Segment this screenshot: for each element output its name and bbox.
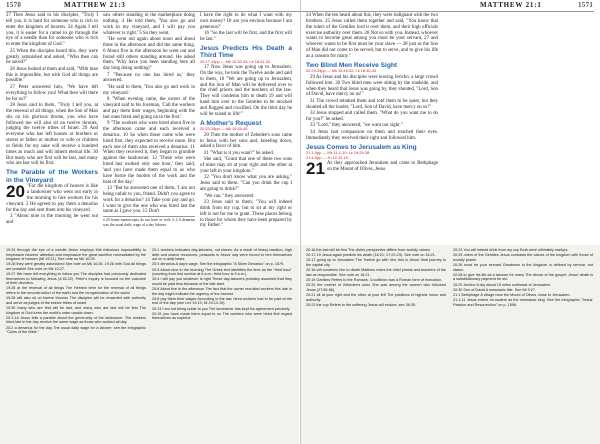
chapter-number: 21 [306,159,325,179]
section-heading: A Mother's Request [200,119,262,127]
verse-text: 26 Jesus looked at them and said, "With man this is impossible, but with God all things are possible." [6,66,98,84]
parallel-reference: 20:20-28pp — Mk 10:35-45 [200,126,248,132]
verse-text: 34 Jesus had compassion on them and touched their eyes. Immediately they received their sight and followed him. [306,129,438,141]
parallel-reference: 20:29-34pp — Mk 10:46-52; Lk 18:35-43 [306,68,377,74]
study-note: 20:3 About nine in the morning The Greek text identifies the time as the "third hour" (counting from first sunrise at 6 a.m.; third hour is 9 a.m.). [152,267,292,277]
verse-text: She said, "Grant that one of these two sons of mine may sit at your right and the other at your left in your kingdom." [200,157,292,175]
parallel-reference: 21:1-9pp — Mk 11:1-10; Lk 19:29-38 21:4-9pp — Jn 12:12-15 [306,150,370,160]
verse-text: "For the kingdom of heaven is like a landowner who went out early in the morning to hire workers for his vineyard. 2 He agreed to pay them a denarius for the day and sent them into his vineyard. [6,184,98,213]
verse-text: 25 When the disciples heard this, they were greatly astonished and asked, "Who then can be saved?" [6,48,98,66]
verse-text: 17 Now Jesus was going up to Jerusalem. On the way, he took the Twelve aside and said to them, 18 "We are going up to Jerusalem, and the Son of Man will be delivered over to the chief priests and the teachers of the law. They will condemn him to death 19 and will hand him over to the Gentiles to be mocked and flogged and crucified. On the third day he will be raised to life!" [200,65,292,117]
study-note: 20:16 the last will be first The divine perspective differs from worldly values. [306,248,431,252]
left-running-head: MATTHEW 21:3 [64,1,126,9]
study-note: 20:21 sit at your right and the other at your left The positions of highest honor and authority. [306,293,446,302]
study-note: 21:1 Bethphage A village near the Mount of Olives, close to Jerusalem. [453,293,571,298]
study-note: 20:28 to give his life as a ransom for many The climax of the gospel; Jesus' death is a substitutionary payment for sin. [453,272,593,282]
verse-text: 8 "When evening came, the owner of the vineyard said to his foreman, 'Call the workers and pay them their wages, beginning with the last ones hired and going on to the first.' [103,97,195,120]
parallel-reference: 20:17-19pp — Mk 10:32-34; Lk 18:31-33 [200,58,271,64]
study-note: 19:28 at the renewal of all things The Hebrew term for the renewal of all things refers to the reconstruction of the earth and the reorganization of the world. [6,286,146,295]
study-note: 21:1-11 Jesus enters Jerusalem as the messianic king. See the infographic "Jesus' Passion and Resurrection" on p. 1596. [453,298,593,307]
chapter-number: 20 [6,182,25,202]
study-note: 20:17 going up to Jerusalem The Twelve go with him; this is Jesus' final journey to the capital city. [306,258,446,268]
study-note: 20:1-16 Jesus tells a parable about the generosity of the landowner. The workers hired late in the day receive the same wage as those who worked all day. [6,315,146,325]
verse-text: 24 When the ten heard about this, they were indignant with the two brothers. 25 Jesus called them together and said, "You know that the rulers of the Gentiles lord it over them, and their high officials exercise authority over them. 26 Not so with you. Instead, whoever wants to become great among you must be your servant, 27 and whoever wants to be first must be your slave — 28 just as the Son of Man did not come to be served, but to serve, and to give his life as a ransom for many." [306,13,438,59]
right-column-1 [306,13,438,179]
study-note: 20:4 I will pay you whatever is right These day-laborers probably assumed that they would be paid less because of the late start. [152,277,292,286]
verse-text: 28 Jesus said to them, "Truly I tell you, at the renewal of all things, when the Son of Man sits on his glorious throne, you who have followed me will also sit on twelve thrones, judging the twelve tribes of Israel. 29 And everyone who has left houses or brothers or sisters or father or mother or wife or children or fields for my sake will receive a hundred times as much and will inherit eternal life. 30 But many who are first will be last, and many who are last will be first. [6,103,98,167]
study-note: 20:8 pay them their wages According to the law, hired workers had to be paid at the end of the day (see Lev 19:13; Dt 24:14-15). [152,296,292,306]
verse-text: 21 "What is it you want?" he asked. [204,150,274,156]
verse-text: 16 "So the last will be first, and the first will be last." [200,31,292,42]
right-running-head: MATTHEW 21:1 [480,1,542,9]
section-heading: Two Blind Men Receive Sight [306,61,398,69]
study-note: 19:24 through the eye of a needle Jesus employs this ridiculous impossibility to emphasize hearers' attention and emphasize the great sacrifice necessitated by the kingdom of heaven (Mt 19:21). See note on Mk 10:25. [6,248,146,262]
study-note: 20:20 the mother of Zebedee's sons She was among the women who followed Jesus (27:55-56). [306,283,446,292]
verse-text: 7 "'Because no one has hired us,' they answered. [103,72,195,84]
section-heading: Jesus Predicts His Death a Third Time [200,44,292,60]
verse-text: As they approached Jerusalem and came to Bethphage on the Mount of Olives, Jesus [326,161,438,173]
study-note: 20:26 must be your servant Greatness in the kingdom is defined by service, not status. [453,263,593,272]
verse-text: 27 Peter answered him, "We have left everything to follow you! What then will there be for us?" [6,84,98,102]
section-heading: The Parable of the Workers in the Vineyard [6,169,98,184]
study-note: 20:30 Son of David A messianic title. See Mt 9:27. [453,287,536,292]
verse-text: 27 Then Jesus said to his disciples, "Truly I tell you, it is hard for someone who is rich to enter the kingdom of heaven. 24 Again I tell you, it is easier for a camel to go through the eye of a needle than for someone who is rich to enter the kingdom of God." [6,13,98,48]
study-note: 19:28 will also sit on twelve thrones The disciples will be rewarded with authority and serve as judges of the twelve tribes of Israel. [6,296,146,305]
study-note: 20:23 You will indeed drink from my cup Both were ultimately martyrs. [453,248,569,252]
study-note: 20:18 will condemn him to death Matthew notes the chief priests and teachers of the law as responsible. See note on 16:21. [306,268,446,277]
verse-text: 13 "But he answered one of them, 'I am not being unfair to you, friend. Didn't you agree to work for a denarius? 14 Take your pay and go. I want to give the one who was hired last the same as I gave you. 15 Don't [103,186,195,215]
section-heading: Jesus Comes to Jerusalem as King [306,143,417,151]
left-column-2 [103,13,195,228]
study-note: 20:3 denarius A day's wage. See the infographic "A Silver Denarius" on p. 1579. [152,262,285,267]
study-note: 20:15 you have made them equal to us The workers who were hired first regard themselves as superior. [152,311,292,321]
left-column-3 [200,13,292,230]
verse-text: 20 Then the mother of Zebedee's sons came to Jesus with her sons and, kneeling down, asked a favor of him. [200,132,292,150]
study-note: 19:30 many who are first will be last, and many who are last will be first The kingdom of God turns the world's order upside down. [6,306,146,315]
study-note: 20:2 a denarius for the day The usual daily wage for a laborer; see the infographic "Coins of the Bible." [6,325,146,335]
study-notes-column [453,248,593,308]
verse-text: 29 As Jesus and his disciples were leaving Jericho, a large crowd followed him. 30 Two blind men were sitting by the roadside, and when they heard that Jesus was going by, they shouted, "Lord, Son of David, have mercy on us!" [306,74,438,98]
verse-text: "He said to them, 'You also go and work in my vineyard.' [103,84,195,96]
verse-text: "He went out again about noon and about three in the afternoon and did the same thing. 6 About five in the afternoon he went out and found still others standing around. He asked them, 'Why have you been standing here all day long doing nothing?' [103,36,195,72]
study-note: 19:27 We have left everything to follow you The disciples had previously dedicated themselves to following Jesus (4:18-22). Peter's inquiry is focused on the outcome of their devotion. [6,272,146,286]
chapter-start [6,184,98,213]
right-page-number: 1571 [578,1,594,9]
verse-text: 31 The crowd rebuked them and told them to be quiet, but they shouted all the louder, "Lord, Son of David, have mercy on us!" [306,98,438,110]
verse-text: saw others standing in the marketplace doing nothing. 4 He told them, 'You also go and work in my vineyard, and I will pay you whatever is right.' 5 So they went. [103,13,195,36]
study-notes-column [152,248,292,322]
verse-text: 22 "You don't know what you are asking," Jesus said to them. "Can you drink the cup I am going to drink?" [200,175,292,193]
study-note: 20:17-19 Jesus again predicts his death (16:21; 17:22-23). See note on 16:21. [306,253,436,258]
study-note: 20:19 Gentiles Refers to the Romans. Crucifixion was a Roman form of execution. [306,278,443,283]
study-note: 20:29 Jericho A city about 15 miles northeast of Jerusalem. [453,282,551,287]
left-study-notes [0,245,299,444]
verse-text: 33 "Lord," they answered, "we want our sight." [310,123,403,129]
study-notes-column [6,248,146,335]
study-note: 20:25 rulers of the Gentiles Jesus contrasts the values of the kingdom with those of worldly power. [453,253,593,262]
chapter-start [306,159,438,179]
verse-text: 32 Jesus stopped and called them. "What do you want me to do for you?" he asked. [306,111,438,122]
verse-text: "We can," they answered. [204,193,255,199]
footnotes: a 29 Some manuscripts do not have or wife. b 2 A denarius was the usual daily wage of a day laborer. [103,218,195,227]
study-notes-column [306,248,446,308]
right-study-notes [301,245,600,444]
study-note: 19:28 they were greatly astonished See note on Mk 10:26. 19:26 with God all things are possible See note on Mk 10:27. [6,262,146,271]
study-note: 20:22 the cup Refers to the suffering Jesus will endure; see 26:39. [306,302,416,307]
study-note: 20:13 I am not being unfair to you The landowner has kept his agreement precisely. [152,306,291,311]
verse-text: I have the right to do what I want with my own money? Or are you envious because I am generous?' [200,13,292,30]
left-column-1 [6,13,98,226]
study-note: 20:1 workers Indicates day-laborers, not slaves. As a result of heavy taxation, high debt and scarce resources, peasants in Jesus' day were forced to hire themselves out on a daily basis. [152,248,292,262]
verse-text: 3 "About nine in the morning he went out and [6,214,98,225]
study-note: 20:6 About five in the afternoon The fact that the owner recruited workers this late in the day might indicate the urgency of the harvest. [152,287,292,296]
verse-text: 9 "The workers who were hired about five in the afternoon came and each received a denarius. 10 So when those came who were hired first, they expected to receive more. But each one of them also received a denarius. 11 When they received it, they began to grumble against the landowner. 12 'These who were hired last worked only one hour,' they said, 'and you have made them equal to us who have borne the burden of the work and the heat of the day.' [103,121,195,185]
left-page-number: 1570 [6,1,22,9]
verse-text: 23 Jesus said to them, "You will indeed drink from my cup, but to sit at my right or left is not for me to grant. These places belong to those for whom they have been prepared by my Father." [200,200,292,229]
